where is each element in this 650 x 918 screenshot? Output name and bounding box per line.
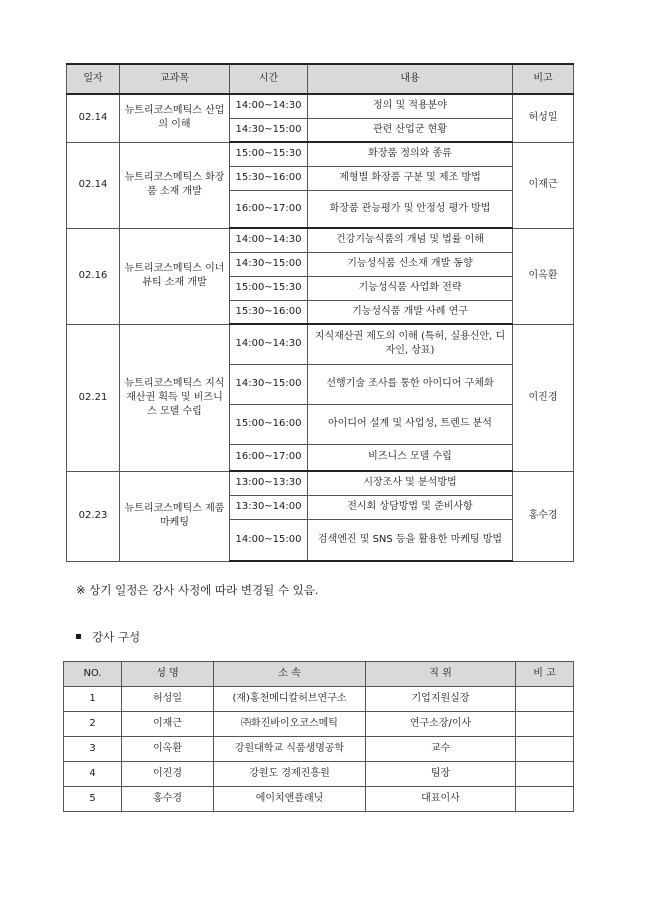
cell-affiliation: ㈜화진바이오코스메틱: [214, 712, 366, 737]
header-content: 내용: [308, 64, 513, 94]
instructor-header-row: [64, 662, 574, 687]
session-content: 화장품 정의와 종류: [308, 142, 513, 166]
cell-no: 2: [64, 712, 122, 737]
cell-position: 교수: [366, 737, 516, 762]
table-row: [64, 787, 574, 812]
cell-affiliation: 에이치앤플래닛: [214, 787, 366, 812]
header-note: 비고: [513, 64, 574, 94]
cell-affiliation: (재)홍천메디칼허브연구소: [214, 687, 366, 712]
table-row: [64, 762, 574, 787]
session-content: 선행기술 조사를 통한 아이디어 구체화: [308, 364, 513, 404]
schedule-notice: ※ 상기 일정은 강사 사정에 따라 변경될 수 있음.: [76, 583, 319, 597]
cell-note: [516, 737, 574, 762]
table-row: [64, 712, 574, 737]
square-bullet-icon: [76, 634, 81, 639]
day-date: 02.14: [67, 142, 120, 228]
day-instructor: 이진경: [513, 324, 574, 471]
cell-note: [516, 762, 574, 787]
session-content: 제형별 화장품 구분 및 제조 방법: [308, 166, 513, 190]
cell-name: 허성일: [122, 687, 214, 712]
cell-name: 이진경: [122, 762, 214, 787]
section-heading: [76, 629, 140, 645]
schedule-header-row: [67, 64, 574, 94]
day-date: 02.23: [67, 471, 120, 561]
day-date: 02.16: [67, 228, 120, 324]
day-subject: 뉴트리코스메틱스 화장품 소재 개발: [120, 142, 230, 228]
table-row: [64, 687, 574, 712]
session-time: 14:30~15:00: [230, 252, 308, 276]
cell-position: 대표이사: [366, 787, 516, 812]
session-time: 15:00~15:30: [230, 276, 308, 300]
session-time: 14:30~15:00: [230, 364, 308, 404]
session-time: 15:00~16:00: [230, 404, 308, 444]
session-content: 기능성식품 사업화 전략: [308, 276, 513, 300]
session-time: 15:30~16:00: [230, 300, 308, 324]
header-time: 시간: [230, 64, 308, 94]
session-content: 전시회 상담방법 및 준비사항: [308, 495, 513, 519]
session-time: 15:00~15:30: [230, 142, 308, 166]
session-time: 15:30~16:00: [230, 166, 308, 190]
table-row: [67, 324, 574, 364]
schedule-table: [66, 63, 574, 562]
session-content: 검색엔진 및 SNS 등을 활용한 마케팅 방법: [308, 519, 513, 561]
day-instructor: 이옥환: [513, 228, 574, 324]
header-name: 성 명: [122, 662, 214, 687]
cell-position: 기업지원실장: [366, 687, 516, 712]
header-affiliation: 소 속: [214, 662, 366, 687]
session-content: 화장품 관능평가 및 안정성 평가 방법: [308, 190, 513, 228]
table-row: [67, 142, 574, 166]
session-content: 시장조사 및 분석방법: [308, 471, 513, 495]
session-time: 14:00~14:30: [230, 324, 308, 364]
session-content: 기능성식품 신소재 개발 동향: [308, 252, 513, 276]
session-time: 13:30~14:00: [230, 495, 308, 519]
header-subject: 교과목: [120, 64, 230, 94]
cell-name: 이옥환: [122, 737, 214, 762]
day-instructor: 허성일: [513, 94, 574, 142]
day-subject: 뉴트리코스메틱스 산업의 이해: [120, 94, 230, 142]
session-time: 14:00~14:30: [230, 228, 308, 252]
header-note: 비 고: [516, 662, 574, 687]
session-time: 13:00~13:30: [230, 471, 308, 495]
cell-note: [516, 687, 574, 712]
header-no: NO.: [64, 662, 122, 687]
session-time: 14:00~15:00: [230, 519, 308, 561]
cell-affiliation: 강원도 경제진흥원: [214, 762, 366, 787]
session-content: 관련 산업군 현황: [308, 118, 513, 142]
day-date: 02.21: [67, 324, 120, 471]
cell-position: 팀장: [366, 762, 516, 787]
session-content: 비즈니스 모델 수립: [308, 444, 513, 471]
table-row: [67, 228, 574, 252]
cell-note: [516, 712, 574, 737]
session-content: 건강기능식품의 개념 및 법률 이해: [308, 228, 513, 252]
session-content: 아이디어 설계 및 사업성, 트렌드 분석: [308, 404, 513, 444]
cell-no: 4: [64, 762, 122, 787]
header-position: 직 위: [366, 662, 516, 687]
day-subject: 뉴트리코스메틱스 이너뷰티 소재 개발: [120, 228, 230, 324]
cell-no: 1: [64, 687, 122, 712]
table-row: [67, 471, 574, 495]
day-subject: 뉴트리코스메틱스 지식재산권 획득 및 비즈니스 모델 수립: [120, 324, 230, 471]
table-row: [67, 94, 574, 118]
day-subject: 뉴트리코스메틱스 제품 마케팅: [120, 471, 230, 561]
session-content: 지식재산권 제도의 이해 (특허, 실용신안, 디자인, 상표): [308, 324, 513, 364]
session-time: 16:00~17:00: [230, 444, 308, 471]
instructor-table: [63, 661, 574, 812]
cell-no: 5: [64, 787, 122, 812]
cell-note: [516, 787, 574, 812]
table-row: [64, 737, 574, 762]
session-time: 14:00~14:30: [230, 94, 308, 118]
cell-name: 홍수경: [122, 787, 214, 812]
session-time: 14:30~15:00: [230, 118, 308, 142]
cell-name: 이재근: [122, 712, 214, 737]
day-date: 02.14: [67, 94, 120, 142]
session-time: 16:00~17:00: [230, 190, 308, 228]
day-instructor: 홍수경: [513, 471, 574, 561]
cell-affiliation: 강원대학교 식품생명공학: [214, 737, 366, 762]
day-instructor: 이재근: [513, 142, 574, 228]
session-content: 정의 및 적용분야: [308, 94, 513, 118]
section-title: 강사 구성: [92, 630, 141, 644]
header-date: 일자: [67, 64, 120, 94]
session-content: 기능성식품 개발 사례 연구: [308, 300, 513, 324]
cell-position: 연구소장/이사: [366, 712, 516, 737]
cell-no: 3: [64, 737, 122, 762]
